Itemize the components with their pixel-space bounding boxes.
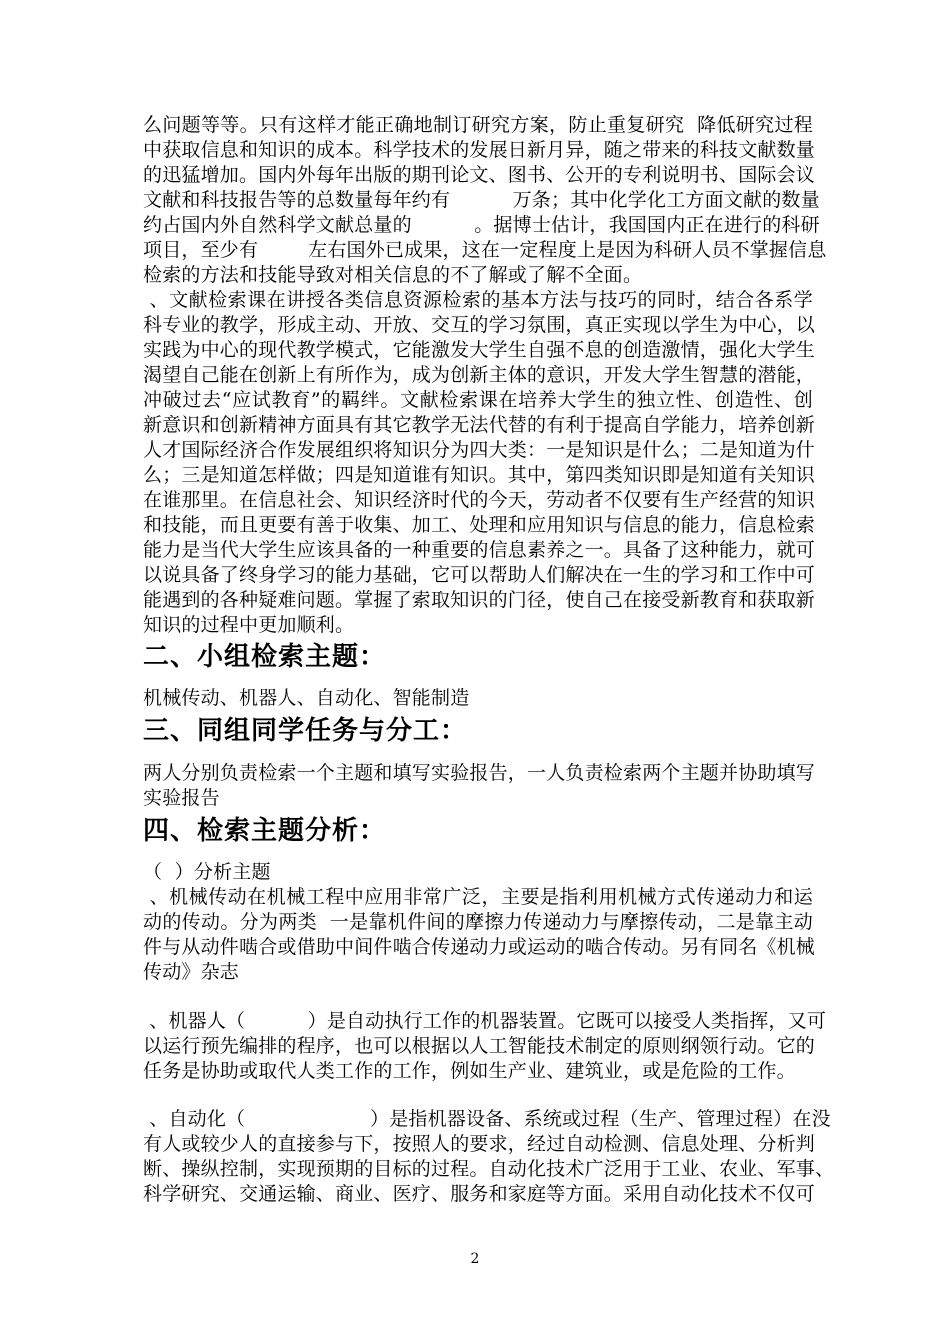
text-line: 以说具备了终身学习的能力基础，它可以帮助人们解决在一生的学习和工作中可 <box>143 564 816 586</box>
text-line: 、机器人（ ）是自动执行工作的机器装置。它既可以接受人类指挥，又可 <box>143 1010 827 1032</box>
intro-paragraph <box>143 113 827 288</box>
text-line: 文献和科技报告等的总数量每年约有 万条；其中化学化工方面文献的数量 <box>143 189 820 211</box>
text-line: 渴望自己能在创新上有所作为，成为创新主体的意识，开发大学生智慧的潜能， <box>143 364 816 386</box>
text-line: 新意识和创新精神方面具有其它教学无法代替的有利于提高自学能力，培养创新 <box>143 414 816 436</box>
text-line: 中获取信息和知识的成本。科学技术的发展日新月异，随之带来的科技文献数量 <box>143 139 816 161</box>
group-topics-body <box>143 686 813 711</box>
text-line: 能遇到的各种疑难问题。掌握了索取知识的门径，使自己在接受新教育和获取新 <box>143 589 816 611</box>
text-line: 科专业的教学，形成主动、开放、交互的学习氛围，真正实现以学生为中心，以 <box>143 314 816 336</box>
text-line: 、机械传动在机械工程中应用非常广泛，主要是指利用机械方式传递动力和运 <box>143 886 813 908</box>
text-line: 人才国际经济合作发展组织将知识分为四大类：一是知识是什么；二是知道为什 <box>143 439 816 461</box>
text-line: 、文献检索课在讲授各类信息资源检索的基本方法与技巧的同时，结合各系学 <box>143 289 813 311</box>
text-line: 知识的过程中更加顺利。 <box>143 614 355 636</box>
text-line: 有人或较少人的直接参与下，按照人的要求，经过自动检测、信息处理、分析判 <box>143 1133 816 1155</box>
page-number: 2 <box>470 1251 480 1267</box>
text-line: 实验报告 <box>143 787 220 809</box>
paragraph-literature-retrieval <box>143 288 816 638</box>
text-line: 冲破过去“应试教育”的羁绊。文献检索课在培养大学生的独立性、创造性、创 <box>143 389 813 411</box>
text-line: 、自动化（ ）是指机器设备、系统或过程（生产、管理过程）在没 <box>143 1108 831 1130</box>
subheading-text: （ ）分析主题 <box>143 861 271 883</box>
text-line: 两人分别负责检索一个主题和填写实验报告，一人负责检索两个主题并协助填写 <box>143 762 816 784</box>
topic-item-automation <box>143 1107 835 1207</box>
task-division-body <box>143 761 816 811</box>
section-heading-topic-analysis: 四、检索主题分析： <box>143 816 387 846</box>
text-line: 么问题等等。只有这样才能正确地制订研究方案，防止重复研究 降低研究过程 <box>143 114 813 136</box>
text-line: 传动》杂志 <box>143 961 240 983</box>
topic-item-mechanical-transmission <box>143 885 816 985</box>
text-line: 科学研究、交通运输、商业、医疗、服务和家庭等方面。采用自动化技术不仅可 <box>143 1183 816 1205</box>
text-line: 件与从动件啮合或借助中间件啮合传递动力或运动的啮合传动。另有同名《机械 <box>143 936 816 958</box>
text-line: 断、操纵控制，实现预期的目标的过程。自动化技术广泛用于工业、农业、军事、 <box>143 1158 835 1180</box>
text-line: 任务是协助或取代人类工作的工作，例如生产业、建筑业，或是危险的工作。 <box>143 1060 796 1082</box>
text-line: 能力是当代大学生应该具备的一种重要的信息素养之一。具备了这种能力，就可 <box>143 539 816 561</box>
text-line: 的迅猛增加。国内外每年出版的期刊论文、图书、公开的专利说明书、国际会议 <box>143 164 816 186</box>
text-line: 和技能，而且更要有善于收集、加工、处理和应用知识与信息的能力，信息检索 <box>143 514 816 536</box>
topic-item-robot <box>143 1009 827 1084</box>
text-line: 以运行预先编排的程序，也可以根据以人工智能技术制定的原则纲领行动。它的 <box>143 1035 816 1057</box>
text-line: 动的传动。分为两类 一是靠机件间的摩擦力传递动力与摩擦传动，二是靠主动 <box>143 911 813 933</box>
text-line: 项目，至少有 左右国外已成果，这在一定程度上是因为科研人员不掌握信息 <box>143 239 827 261</box>
text-line: 实践为中心的现代教学模式，它能激发大学生自强不息的创造激情，强化大学生 <box>143 339 816 361</box>
text-line: 检索的方法和技能导致对相关信息的不了解或了解不全面。 <box>143 264 643 286</box>
topic-analysis-subheading <box>143 860 813 885</box>
text-line: 约占国内外自然科学文献总量的 。据博士估计，我国国内正在进行的科研 <box>143 214 820 236</box>
section-heading-task-division: 三、同组同学任务与分工： <box>143 716 468 746</box>
text-line: 么；三是知道怎样做；四是知道谁有知识。其中，第四类知识即是知道有关知识 <box>143 464 816 486</box>
text-line: 机械传动、机器人、自动化、智能制造 <box>143 687 470 709</box>
text-line: 在谁那里。在信息社会、知识经济时代的今天，劳动者不仅要有生产经营的知识 <box>143 489 816 511</box>
section-heading-group-topics: 二、小组检索主题： <box>143 642 387 672</box>
